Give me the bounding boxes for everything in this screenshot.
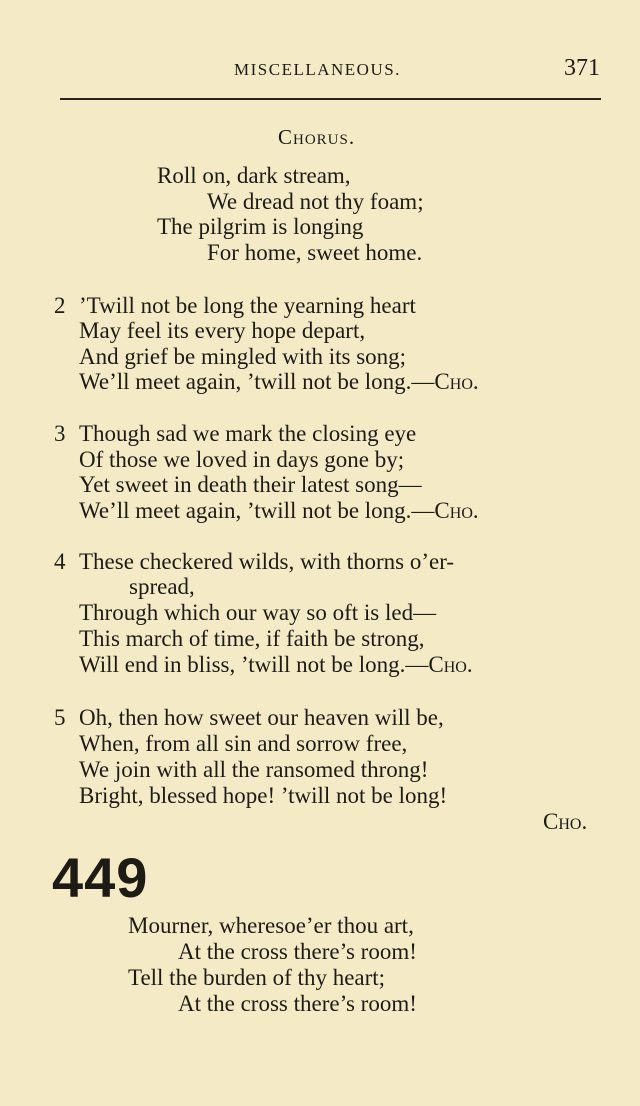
verse-line: We join with all the ransomed throng! (79, 757, 429, 782)
verse-line: ’Twill not be long the yearning heart (79, 293, 416, 318)
page-header (60, 55, 600, 84)
verse-line-text: Will end in bliss, ’twill not be long.— (79, 652, 429, 677)
verse-line: spread, (129, 574, 195, 599)
verse-line (79, 498, 479, 524)
chorus-title: Chorus. (278, 125, 356, 149)
hymn-line: Tell the burden of thy heart; (128, 965, 386, 990)
chorus-line: Roll on, dark stream, (157, 163, 351, 188)
verse-line-text: We’ll meet again, ’twill not be long.— (79, 498, 435, 523)
chorus-line: The pilgrim is longing (157, 214, 364, 239)
page-number: 371 (564, 55, 600, 81)
refrain-cue: Cho. (428, 652, 473, 677)
verse-line: Yet sweet in death their latest song— (79, 472, 422, 497)
running-head: MISCELLANEOUS. (234, 60, 401, 79)
refrain-cue: Cho. (434, 369, 479, 394)
verse-line: These checkered wilds, with thorns o’er- (79, 549, 455, 574)
chorus-line: For home, sweet home. (207, 240, 423, 265)
header-rule (60, 98, 601, 100)
verse-number: 4 (54, 549, 66, 574)
verse-line: Of those we loved in days gone by; (79, 447, 405, 472)
refrain-cue: Cho. (543, 809, 588, 834)
verse-line (79, 652, 473, 678)
hymn-line: At the cross there’s room! (178, 991, 417, 1016)
verse-number: 3 (54, 421, 66, 446)
verse-line: Bright, blessed hope! ’twill not be long! (79, 783, 448, 808)
refrain-cue: Cho. (434, 498, 479, 523)
hymn-line: At the cross there’s room! (178, 939, 417, 964)
verse-line: And grief be mingled with its song; (79, 344, 407, 369)
verse-line: When, from all sin and sorrow free, (79, 731, 408, 756)
verse-number: 2 (54, 293, 66, 318)
verse-number: 5 (54, 705, 66, 730)
verse-line: This march of time, if faith be strong, (79, 626, 425, 651)
hymn-line: Mourner, wheresoe’er thou art, (128, 913, 414, 938)
verse-line: Oh, then how sweet our heaven will be, (79, 705, 444, 730)
verse-line: May feel its every hope depart, (79, 318, 366, 343)
verse-line: Through which our way so oft is led— (79, 600, 437, 625)
chorus-line: We dread not thy foam; (207, 189, 424, 214)
verse-line: Though sad we mark the closing eye (79, 421, 417, 446)
verse-line-text: We’ll meet again, ’twill not be long.— (79, 369, 435, 394)
verse-line (79, 369, 479, 395)
hymn-number: 449 (52, 846, 149, 909)
